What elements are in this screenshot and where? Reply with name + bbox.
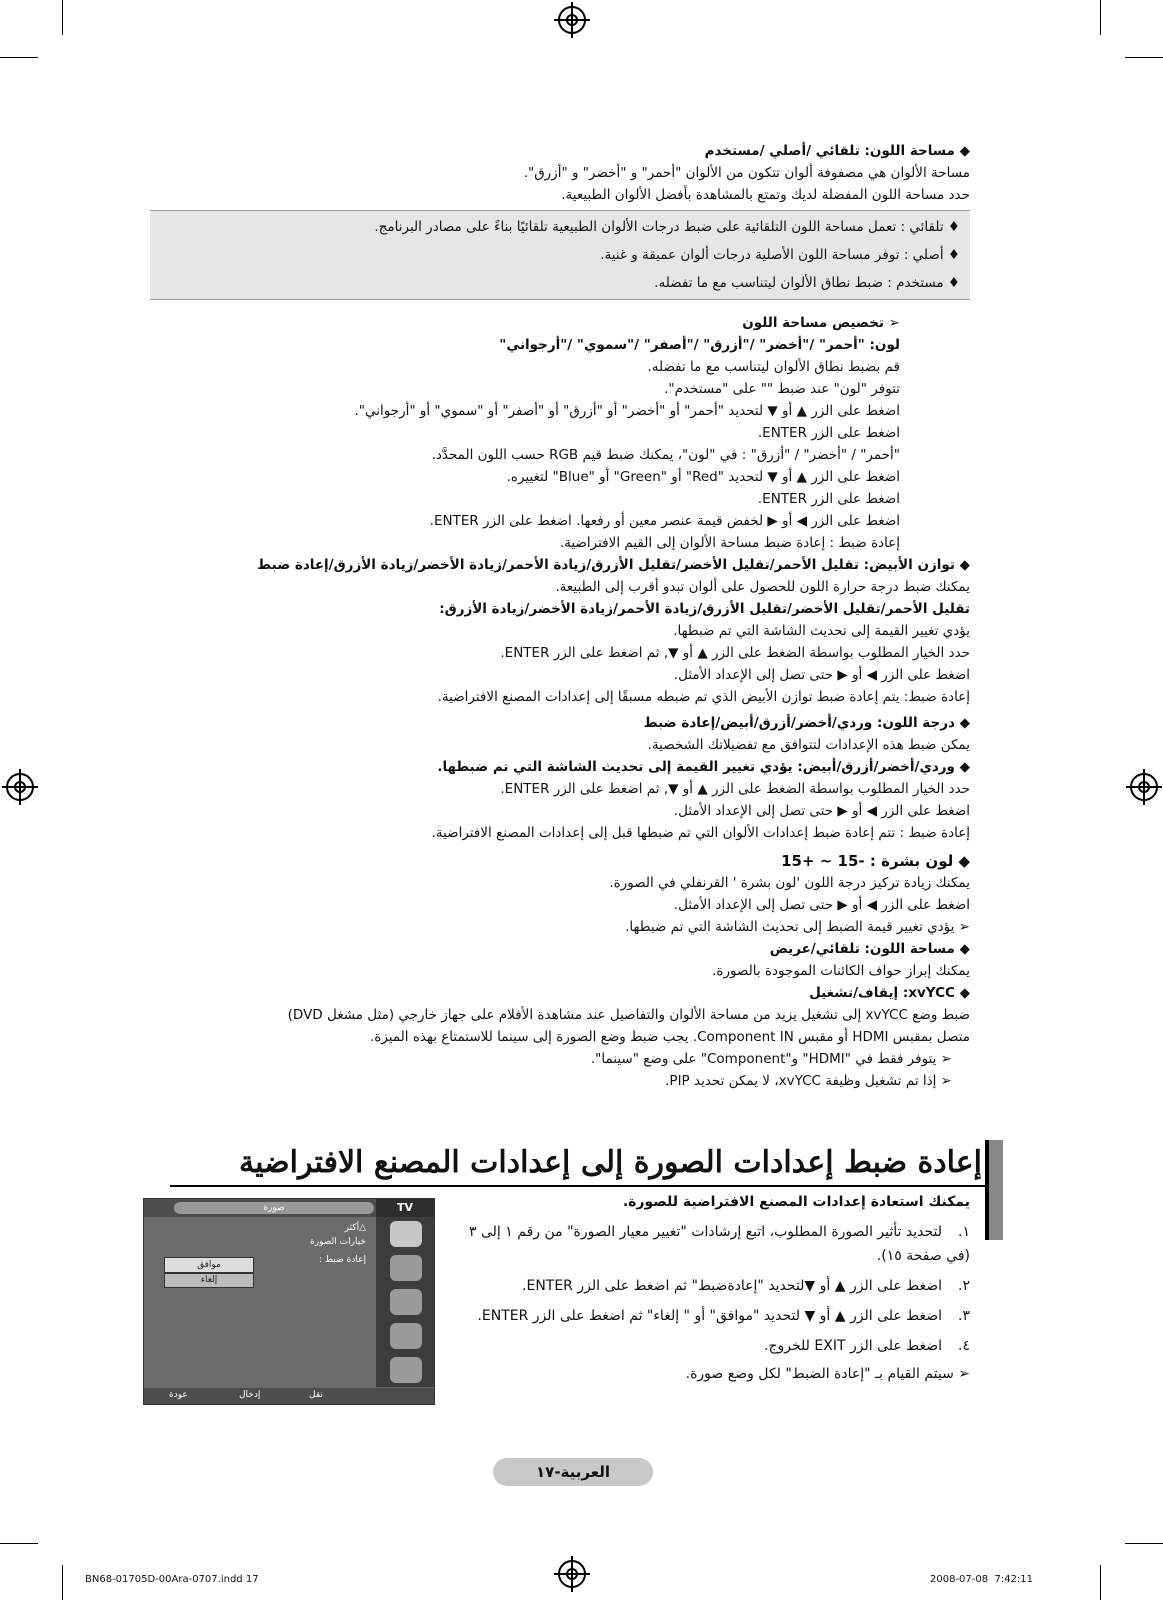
heading: ◆ درجة اللون: وردي/أخضر/أزرق/أبيض/إعادة ضبط (643, 715, 970, 731)
note-box (150, 210, 970, 300)
registration-mark-icon (558, 6, 586, 34)
list-item: ٤.اضغط على الزر EXIT للخروج. (764, 1338, 970, 1354)
list-item: ٣.اضغط على الزر ▲ أو ▼ لتحديد "موافق" أو " إلغاء" ثم اضغط على الزر ENTER. (477, 1308, 970, 1324)
text-line: يمكنك إبراز حواف الكائنات الموجودة بالصورة. (712, 963, 970, 979)
text-line: "أحمر" / "أخضر" / "أزرق" : في "لون"، يمكنك ضبط قيم RGB حسب اللون المحدَّد. (431, 447, 900, 463)
body-text (150, 140, 970, 1092)
menu-item[interactable]: △أكثر (344, 1223, 366, 1233)
channel-icon (390, 1289, 422, 1315)
footer-left: BN68-01705D-00Ara-0707.indd 17 (85, 1574, 259, 1585)
text-line: اضغط على الزر ◀ أو ▶ حتى تصل إلى الإعداد الأمثل. (673, 897, 970, 913)
text-line: حدد الخيار المطلوب بواسطة الضغط على الزر ▲ أو ▼, ثم اضغط على الزر ENTER. (500, 645, 970, 661)
registration-mark-icon (558, 1560, 586, 1588)
text-line: حدد الخيار المطلوب بواسطة الضغط على الزر ▲ أو ▼, ثم اضغط على الزر ENTER. (500, 781, 970, 797)
text-line: حدد مساحة اللون المفضلة لديك وتمتع بالمشاهدة بأفضل الألوان الطبيعية. (561, 187, 970, 203)
enter-hint: إدخال (239, 1390, 261, 1400)
crop-mark (1100, 1565, 1101, 1600)
registration-mark-icon (6, 773, 34, 801)
steps-list (460, 1190, 970, 1386)
heading: ◆ مساحة اللون: تلقائي/عريض (769, 941, 970, 957)
return-hint: عودة (169, 1390, 188, 1400)
cancel-option[interactable]: إلغاء (164, 1273, 254, 1288)
text-line: ♦ مستخدم : ضبط نطاق الألوان ليتناسب مع ما تفضله. (654, 275, 960, 291)
note-line: ➢ يؤدي تغيير قيمة الضبط إلى تحديث الشاشة التي تم ضبطها. (625, 919, 970, 935)
page-number: العربية-١٧ (493, 1458, 653, 1486)
menu-item[interactable]: خيارات الصورة (310, 1237, 366, 1247)
crop-mark (62, 1565, 63, 1600)
crop-mark (1100, 0, 1101, 35)
text-line: اضغط على الزر ◀ أو ▶ لخفض قيمة عنصر معين أو رفعها. اضغط على الزر ENTER. (429, 513, 900, 529)
crop-mark (0, 1543, 38, 1544)
footer-right: 2008-07-08 ￼￼ 7:42:11 (930, 1574, 1034, 1585)
menu-items (310, 1221, 366, 1267)
text-line: ◆ وردي/أخضر/أزرق/أبيض: يؤدي تغيير القيمة إلى تحديث الشاشة التي تم ضبطها. (437, 759, 970, 775)
text-line: تتوفر "لون" عند ضبط "" على "مستخدم". (664, 381, 900, 397)
text-line: ضبط وضع xvYCC إلى تشغيل يزيد من مساحة الألوان والتفاصيل عند مشاهدة الأفلام على جهاز خارجي (مثل مشغل DVD) (287, 1007, 970, 1023)
steps-intro: يمكنك استعادة إعدادات المصنع الافتراضية للصورة. (622, 1194, 970, 1210)
text-line: اضغط على الزر ◀ أو ▶ حتى تصل إلى الإعداد الأمثل. (673, 803, 970, 819)
text-line: اضغط على الزر ENTER. (757, 491, 900, 507)
ok-option[interactable]: موافق (164, 1257, 254, 1273)
note-line: ➢ يتوفر فقط في "HDMI" و"Component" على وضع "سينما". (590, 1051, 952, 1067)
note-line: ➢ تخصيص مساحة اللون (742, 315, 900, 331)
heading: ◆ مساحة اللون: تلقائي /أصلي /مستخدم (704, 143, 970, 159)
crop-mark (62, 0, 63, 35)
registration-mark-icon (1130, 773, 1158, 801)
text-line: اضغط على الزر ◀ أو ▶ حتى تصل إلى الإعداد الأمثل. (673, 667, 970, 683)
note-line: ➢ إذا تم تشغيل وظيفة xvYCC، لا يمكن تحديد PIP. (665, 1073, 952, 1089)
heading: ◆ xvYCC: إيقاف/تشغيل (809, 985, 970, 1001)
text-line: يمكنك زيادة تركيز درجة اللون 'لون بشرة ' القرنفلي في الصورة. (609, 875, 970, 891)
move-hint: نقل (309, 1390, 323, 1400)
sound-icon (390, 1255, 422, 1281)
text-line: إعادة ضبط : إعادة ضبط مساحة الألوان إلى القيم الافتراضية. (559, 535, 900, 551)
text-line: متصل بمقبس HDMI أو مقبس Component IN. يجب ضبط وضع الصورة إلى سينما للاستمتاع بهذه الميزة. (369, 1029, 970, 1045)
setup-icon (390, 1323, 422, 1349)
heading: ◆ توازن الأبيض: تقليل الأحمر/تقليل الأخضر/تقليل الأزرق/زيادة الأحمر/زيادة الأخضر/زيادة الأزرق/إعادة ضبط (257, 557, 970, 573)
tv-label: TV (376, 1199, 434, 1217)
text-line: مساحة الألوان هي مصفوفة ألوان تتكون من الألوان "أحمر" و "أخضر" و "أزرق". (523, 165, 970, 181)
text-line: اضغط على الزر ENTER. (757, 425, 900, 441)
text-line: لون: "أحمر" /"أخضر" /"أزرق" /"أصفر" /"سموي" /"أرجواني" (499, 337, 900, 353)
section-title-bar (170, 1145, 1000, 1187)
crop-mark (1125, 1543, 1163, 1544)
section-title: إعادة ضبط إعدادات الصورة إلى إعدادات المصنع الافتراضية (239, 1145, 982, 1180)
menu-item[interactable]: إعادة ضبط : (318, 1255, 366, 1265)
text-line: يمكن ضبط هذه الإعدادات لتتوافق مع تفضيلاتك الشخصية. (647, 737, 970, 753)
menu-tab: صورة (174, 1202, 374, 1214)
crop-mark (0, 57, 38, 58)
section-marker (985, 1140, 1003, 1240)
menu-footer (144, 1388, 434, 1404)
text-line: ♦ أصلي : توفر مساحة اللون الأصلية درجات ألوان عميقة و غنية. (600, 247, 960, 263)
text-line: اضغط على الزر ▲ أو ▼ لتحديد "أحمر" أو "أخضر" أو "أزرق" أو "أصفر" أو "سموي" أو "أرجواني". (354, 403, 900, 419)
text-line: يؤدي تغيير القيمة إلى تحديث الشاشة التي تم ضبطها. (673, 623, 970, 639)
text-line: تقليل الأحمر/تقليل الأخضر/تقليل الأزرق/زيادة الأحمر/زيادة الأخضر/زيادة الأزرق: (439, 601, 970, 617)
text-line: إعادة ضبط : تتم إعادة ضبط إعدادات الألوان التي تم ضبطها قبل إلى إعدادات المصنع الافتراضية. (431, 825, 970, 841)
crop-mark (1125, 57, 1163, 58)
note-line: ➢ سيتم القيام بـ "إعادة الضبط" لكل وضع صورة. (685, 1366, 970, 1382)
list-item: ١.لتحديد تأثير الصورة المطلوب، اتبع إرشادات "تغيير معيار الصورة" من رقم ١ إلى ٣ (في صفحة ١٥). (469, 1224, 970, 1264)
list-item: ٢.اضغط على الزر ▲ أو ▼لتحديد "إعادةضبط" ثم اضغط على الزر ENTER. (522, 1278, 970, 1294)
heading: ◆ لون بشرة : -15 ~ +15 (781, 852, 970, 870)
menu-sidebar (376, 1217, 434, 1387)
text-line: يمكنك ضبط درجة حرارة اللون للحصول على ألوان تبدو أقرب إلى الطبيعة. (555, 579, 970, 595)
text-line: قم بضبط نطاق الألوان ليتناسب مع ما تفضله. (647, 359, 900, 375)
text-line: ♦ تلقائي : تعمل مساحة اللون التلقائية على ضبط درجات الألوان الطبيعية تلقائيًا بناءً على مصادر البرنامج. (374, 219, 960, 235)
tv-menu-screenshot (143, 1198, 435, 1405)
text-line: اضغط على الزر ▲ أو ▼ لتحديد "Red" أو "Green" أو "Blue" لتغييره. (506, 469, 900, 485)
input-icon (390, 1357, 422, 1383)
text-line: إعادة ضبط: يتم إعادة ضبط توازن الأبيض الذي تم ضبطه مسبقًا إلى إعدادات المصنع الافتراضية. (437, 689, 970, 705)
menu-header (144, 1199, 434, 1217)
picture-icon (390, 1221, 422, 1247)
